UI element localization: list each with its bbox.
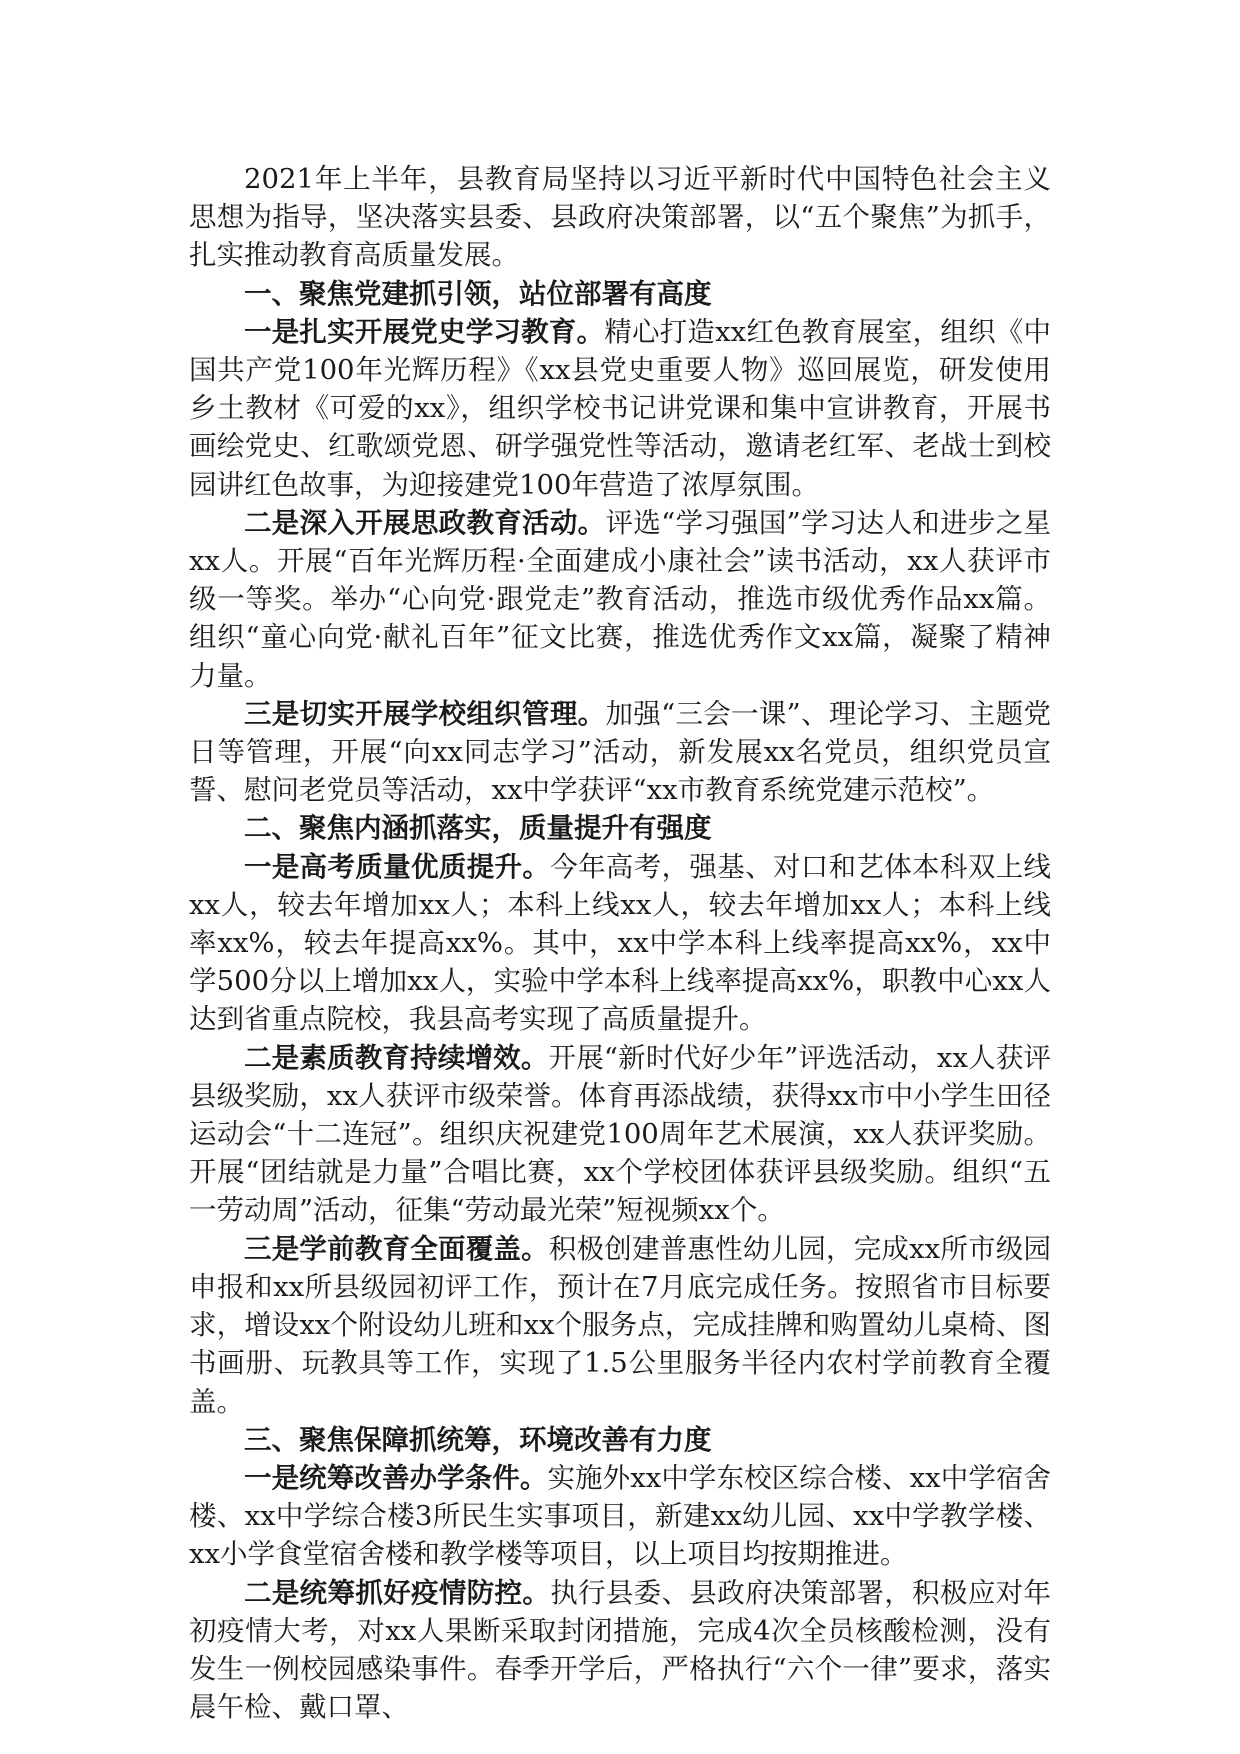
section-2-heading: 二、聚焦内涵抓落实，质量提升有强度 [244, 812, 712, 845]
paragraph-lead: 二是素质教育持续增效。 [244, 1041, 549, 1074]
intro-paragraph: 2021年上半年，县教育局坚持以习近平新时代中国特色社会主义思想为指导，坚决落实县委、县政府决策部署，以“五个聚焦”为抓手，扎实推动教育高质量发展。 [189, 163, 1051, 272]
paragraph [189, 1039, 1051, 1230]
paragraph [189, 1230, 1051, 1421]
paragraph-body: 积极创建普惠性幼儿园，完成xx所市级园申报和xx所县级园初评工作，预计在7月底完成任务。按照省市目标要求，增设xx个附设幼儿班和xx个服务点，完成挂牌和购置幼儿桌椅、图书画册、玩教具等工作，实现了1.5公里服务半径内农村学前教育全覆盖。 [189, 1232, 1051, 1418]
paragraph [189, 504, 1051, 695]
section-3-heading: 三、聚焦保障抓统筹，环境改善有力度 [244, 1423, 712, 1456]
paragraph-body: 评选“学习强国”学习达人和进步之星xx人。开展“百年光辉历程·全面建成小康社会”读书活动，xx人获评市级一等奖。举办“心向党·跟党走”教育活动，推选市级优秀作品xx篇。组织“童心向党·献礼百年”征文比赛，推选优秀作文xx篇，凝聚了精神力量。 [189, 506, 1051, 692]
paragraph-lead: 一是统筹改善办学条件。 [244, 1461, 548, 1494]
paragraph [189, 1459, 1051, 1574]
paragraph [189, 1574, 1051, 1727]
paragraph [189, 313, 1051, 504]
paragraph-lead: 二是深入开展思政教育活动。 [244, 506, 606, 539]
paragraph-body: 开展“新时代好少年”评选活动，xx人获评县级奖励，xx人获评市级荣誉。体育再添战绩，获得xx市中小学生田径运动会“十二连冠”。组织庆祝建党100周年艺术展演，xx人获评奖励。开展“团结就是力量”合唱比赛，xx个学校团体获评县级奖励。组织“五一劳动周”活动，征集“劳动最光荣”短视频xx个。 [189, 1041, 1052, 1227]
paragraph-body: 实施外xx中学东校区综合楼、xx中学宿舍楼、xx中学综合楼3所民生实事项目，新建xx幼儿园、xx中学教学楼、xx小学食堂宿舍楼和教学楼等项目，以上项目均按期推进。 [189, 1461, 1051, 1571]
paragraph-body: 今年高考，强基、对口和艺体本科双上线xx人，较去年增加xx人；本科上线xx人，较去年增加xx人；本科上线率xx%，较去年提高xx%。其中，xx中学本科上线率提高xx%，xx中学500分以上增加xx人，实验中学本科上线率提高xx%，职教中心xx人达到省重点院校，我县高考实现了高质量提升。 [189, 850, 1052, 1036]
paragraph-body: 执行县委、县政府决策部署，积极应对年初疫情大考，对xx人果断采取封闭措施，完成4次全员核酸检测，没有发生一例校园感染事件。春季开学后，严格执行“六个一律”要求，落实晨午检、戴口罩、 [189, 1576, 1052, 1724]
paragraph-body: 精心打造xx红色教育展室，组织《中国共产党100年光辉历程》《xx县党史重要人物》巡回展览，研发使用乡土教材《可爱的xx》，组织学校书记讲党课和集中宣讲教育，开展书画绘党史、红歌颂党恩、研学强党性等活动，邀请老红军、老战士到校园讲红色故事，为迎接建党100年营造了浓厚氛围。 [189, 315, 1051, 501]
document-page [189, 160, 1051, 1726]
paragraph-body: 加强“三会一课”、理论学习、主题党日等管理，开展“向xx同志学习”活动，新发展xx名党员，组织党员宣誓、慰问老党员等活动，xx中学获评“xx市教育系统党建示范校”。 [189, 697, 1051, 807]
section-1-heading: 一、聚焦党建抓引领，站位部署有高度 [244, 277, 712, 310]
paragraph-lead: 一是扎实开展党史学习教育。 [244, 315, 605, 348]
paragraph-lead: 三是切实开展学校组织管理。 [244, 697, 606, 730]
paragraph-lead: 三是学前教育全面覆盖。 [244, 1232, 549, 1265]
paragraph-lead: 二是统筹抓好疫情防控。 [244, 1576, 551, 1609]
paragraph-lead: 一是高考质量优质提升。 [244, 850, 551, 883]
paragraph [189, 848, 1051, 1039]
paragraph [189, 695, 1051, 810]
